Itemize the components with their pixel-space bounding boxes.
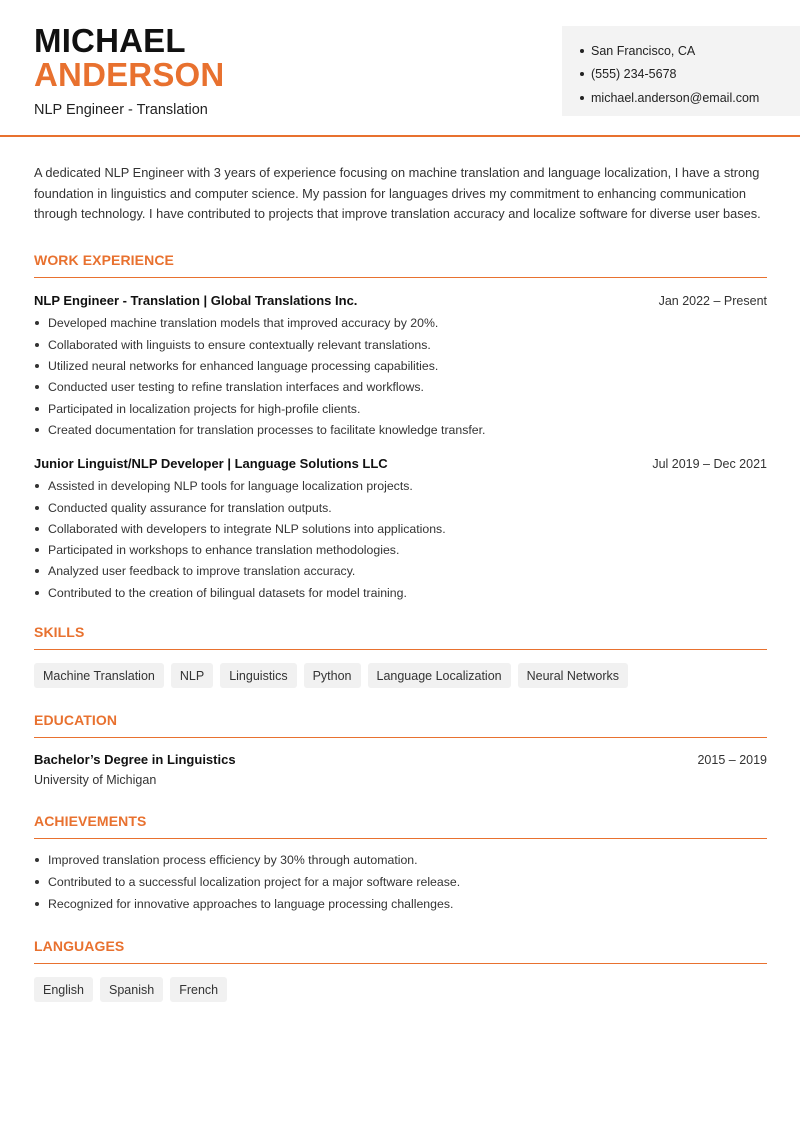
skill-chip: Machine Translation bbox=[34, 663, 164, 688]
job-role: NLP Engineer - Translation | Global Translations Inc. bbox=[34, 292, 358, 308]
bullet-icon bbox=[35, 407, 39, 411]
list-item bbox=[34, 497, 767, 518]
skill-chip: NLP bbox=[171, 663, 213, 688]
bullet-icon bbox=[580, 49, 584, 53]
contact-box bbox=[562, 26, 800, 116]
achievement-text: Contributed to a successful localization project for a major software release. bbox=[48, 875, 461, 890]
skill-chip: Language Localization bbox=[368, 663, 511, 688]
job-bullets bbox=[34, 476, 767, 604]
skill-chip: Neural Networks bbox=[518, 663, 628, 688]
achievement-text: Recognized for innovative approaches to language processing challenges. bbox=[48, 897, 454, 912]
bullet-text: Collaborated with linguists to ensure contextually relevant translations. bbox=[48, 337, 431, 352]
summary: A dedicated NLP Engineer with 3 years of experience focusing on machine translation and language localization, I have a strong foundation in linguistics and computer science. My passion for languages drives my commitment to enhancing communication through technology. I have contributed to projects that improve translation accuracy and localize software for diverse user bases. bbox=[34, 165, 761, 222]
bullet-icon bbox=[580, 72, 584, 76]
bullet-text: Analyzed user feedback to improve translation accuracy. bbox=[48, 564, 356, 579]
skill-chip: Linguistics bbox=[220, 663, 296, 688]
languages-section-title: LANGUAGES bbox=[34, 938, 767, 964]
job-dates: Jul 2019 – Dec 2021 bbox=[652, 456, 767, 471]
skill-chip: Python bbox=[304, 663, 361, 688]
bullet-icon bbox=[35, 385, 39, 389]
bullet-icon bbox=[35, 569, 39, 573]
language-chip: English bbox=[34, 977, 93, 1002]
list-item bbox=[34, 334, 767, 355]
contact-email[interactable] bbox=[580, 86, 800, 110]
skills-chips bbox=[34, 663, 767, 688]
list-item bbox=[34, 893, 767, 915]
language-chip: Spanish bbox=[100, 977, 163, 1002]
bullet-icon bbox=[35, 506, 39, 510]
list-item bbox=[34, 355, 767, 376]
education-header bbox=[34, 752, 767, 767]
resume-body bbox=[0, 163, 800, 1002]
languages-section bbox=[34, 938, 767, 1002]
bullet-icon bbox=[35, 321, 39, 325]
language-chip: French bbox=[170, 977, 227, 1002]
skills-section-title: SKILLS bbox=[34, 624, 767, 650]
job-dates: Jan 2022 – Present bbox=[658, 293, 767, 308]
list-item bbox=[34, 476, 767, 497]
education-dates: 2015 – 2019 bbox=[697, 753, 767, 768]
bullet-text: Conducted user testing to refine translation interfaces and workflows. bbox=[48, 380, 424, 395]
bullet-icon bbox=[35, 428, 39, 432]
bullet-text: Conducted quality assurance for translation outputs. bbox=[48, 500, 332, 515]
bullet-icon bbox=[35, 880, 39, 884]
bullet-icon bbox=[580, 96, 584, 100]
list-item bbox=[34, 377, 767, 398]
bullet-text: Contributed to the creation of bilingual datasets for model training. bbox=[48, 585, 407, 600]
education-section bbox=[34, 712, 767, 787]
bullet-icon bbox=[35, 548, 39, 552]
job-entry bbox=[34, 456, 767, 604]
contact-phone-text: (555) 234-5678 bbox=[591, 67, 677, 82]
last-name: ANDERSON bbox=[34, 56, 225, 93]
list-item bbox=[34, 561, 767, 582]
education-entry bbox=[34, 752, 767, 787]
list-item bbox=[34, 518, 767, 539]
achievements-section-title: ACHIEVEMENTS bbox=[34, 813, 767, 839]
bullet-text: Collaborated with developers to integrate NLP solutions into applications. bbox=[48, 521, 446, 536]
bullet-icon bbox=[35, 591, 39, 595]
job-header bbox=[34, 456, 767, 471]
name-block bbox=[34, 24, 224, 118]
contact-email-text[interactable]: michael.anderson@email.com bbox=[591, 90, 760, 105]
education-degree: Bachelor’s Degree in Linguistics bbox=[34, 752, 236, 768]
bullet-text: Created documentation for translation processes to facilitate knowledge transfer. bbox=[48, 422, 486, 437]
bullet-icon bbox=[35, 343, 39, 347]
bullet-icon bbox=[35, 858, 39, 862]
achievement-text: Improved translation process efficiency by 30% through automation. bbox=[48, 853, 418, 868]
job-bullets bbox=[34, 313, 767, 441]
contact-phone bbox=[580, 63, 800, 87]
bullet-icon bbox=[35, 484, 39, 488]
skills-section bbox=[34, 624, 767, 688]
first-name: MICHAEL bbox=[34, 22, 186, 59]
list-item bbox=[34, 398, 767, 419]
bullet-text: Participated in workshops to enhance translation methodologies. bbox=[48, 543, 400, 558]
job-entry bbox=[34, 293, 767, 441]
job-role: Junior Linguist/NLP Developer | Language Solutions LLC bbox=[34, 455, 388, 471]
list-item bbox=[34, 419, 767, 440]
work-section-title: WORK EXPERIENCE bbox=[34, 252, 767, 278]
bullet-icon bbox=[35, 364, 39, 368]
work-section bbox=[34, 252, 767, 604]
bullet-icon bbox=[35, 902, 39, 906]
achievements-section bbox=[34, 813, 767, 915]
list-item bbox=[34, 871, 767, 893]
job-header bbox=[34, 293, 767, 308]
contact-location bbox=[580, 39, 800, 63]
list-item bbox=[34, 849, 767, 871]
bullet-text: Utilized neural networks for enhanced language processing capabilities. bbox=[48, 359, 439, 374]
bullet-text: Assisted in developing NLP tools for language localization projects. bbox=[48, 479, 413, 494]
job-title: NLP Engineer - Translation bbox=[34, 102, 208, 118]
education-school: University of Michigan bbox=[34, 773, 157, 788]
list-item bbox=[34, 313, 767, 334]
resume-header bbox=[0, 0, 800, 137]
bullet-text: Participated in localization projects for high-profile clients. bbox=[48, 401, 361, 416]
bullet-icon bbox=[35, 527, 39, 531]
languages-chips bbox=[34, 977, 767, 1002]
education-section-title: EDUCATION bbox=[34, 712, 767, 738]
list-item bbox=[34, 582, 767, 603]
contact-location-text: San Francisco, CA bbox=[591, 43, 696, 58]
list-item bbox=[34, 539, 767, 560]
achievements-list bbox=[34, 849, 767, 915]
bullet-text: Developed machine translation models that improved accuracy by 20%. bbox=[48, 316, 439, 331]
